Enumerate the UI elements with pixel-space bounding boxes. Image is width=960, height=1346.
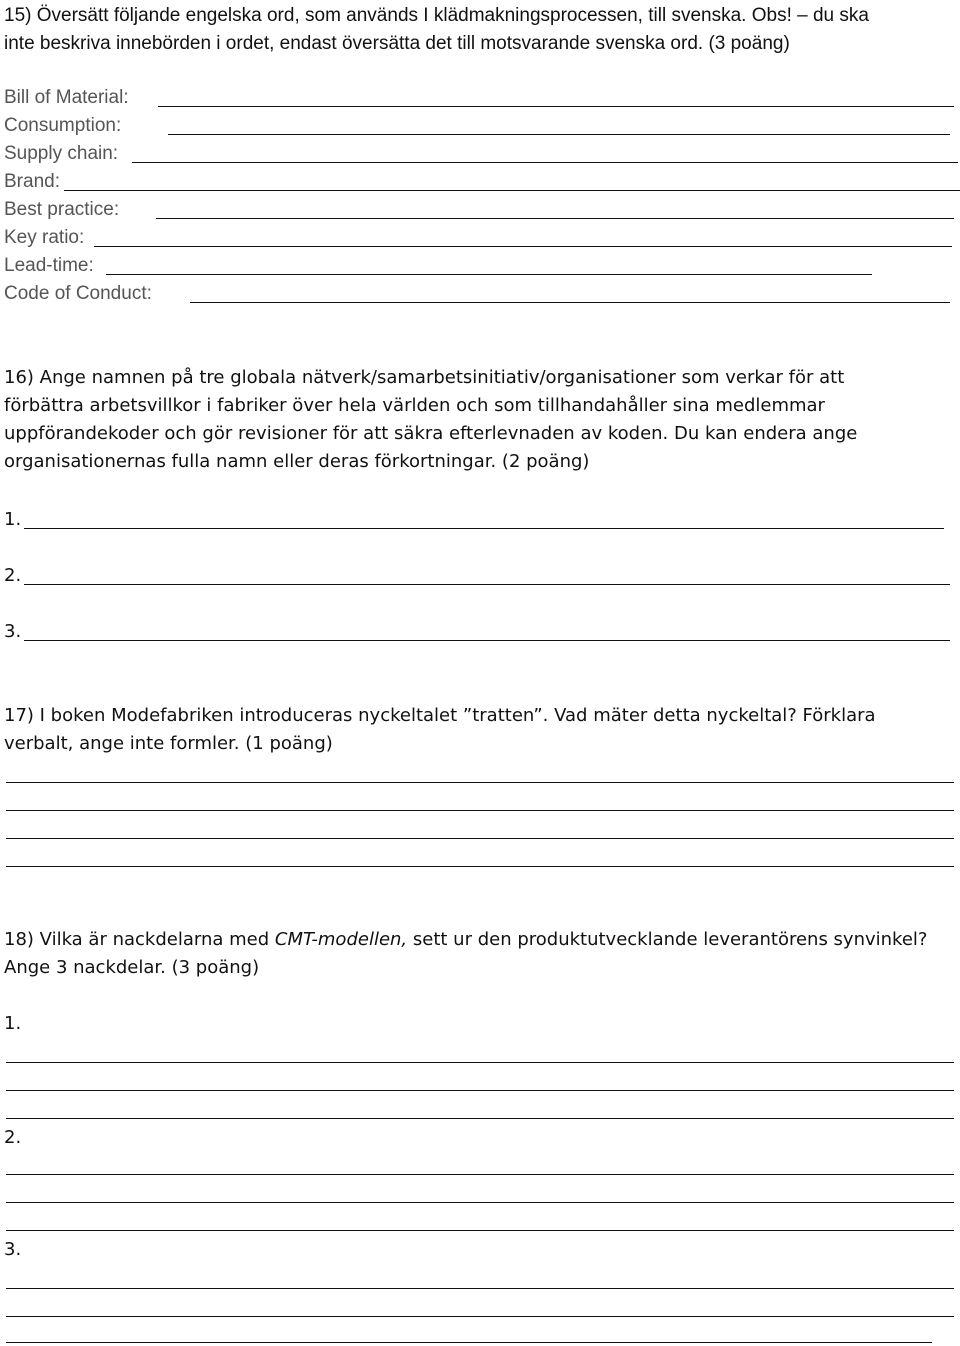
answer-line[interactable] (158, 106, 954, 107)
answer-line[interactable] (6, 838, 954, 839)
q16-question-line: förbättra arbetsvillkor i fabriker över hela världen och som tillhandahåller sina medlemmar (4, 395, 825, 416)
q18-answer-number: 3. (4, 1239, 22, 1260)
answer-line[interactable] (6, 1202, 954, 1203)
answer-line[interactable] (6, 1090, 954, 1091)
q15-term-label: Code of Conduct: (4, 283, 152, 304)
answer-line[interactable] (6, 782, 954, 783)
answer-line[interactable] (64, 190, 960, 191)
q18-prefix: 18) Vilka är nackdelarna med (4, 929, 275, 950)
answer-line[interactable] (6, 1342, 932, 1343)
answer-line[interactable] (156, 218, 954, 219)
answer-line[interactable] (6, 1230, 954, 1231)
q16-answer-number: 2. (4, 565, 22, 586)
q18-suffix: sett ur den produktutvecklande leverantörens synvinkel? (407, 929, 928, 950)
q15-term-label: Lead-time: (4, 255, 94, 276)
answer-line[interactable] (6, 1288, 954, 1289)
q15-instruction-line-2: inte beskriva innebörden i ordet, endast översätta det till motsvarande svenska ord. (3 poäng) (4, 33, 790, 54)
answer-line[interactable] (6, 810, 954, 811)
answer-line[interactable] (24, 528, 944, 529)
q15-term-row (4, 168, 60, 196)
answer-line[interactable] (190, 302, 950, 303)
q15-term-row (4, 224, 84, 252)
answer-line[interactable] (24, 584, 950, 585)
q18-question-line (4, 926, 927, 954)
answer-line[interactable] (94, 246, 952, 247)
q16-question-line: uppförandekoder och gör revisioner för att säkra efterlevnaden av koden. Du kan endera ange (4, 423, 858, 444)
q15-instruction-line-1: 15) Översätt följande engelska ord, som används I klädmakningsprocessen, till svenska. Obs! – du ska (4, 5, 869, 26)
q15-term-row (4, 84, 129, 112)
q16-answer-number: 3. (4, 621, 22, 642)
answer-line[interactable] (106, 274, 872, 275)
q15-term-label: Supply chain: (4, 143, 119, 164)
q15-term-row (4, 112, 121, 140)
answer-line[interactable] (6, 1118, 954, 1119)
answer-line[interactable] (6, 1316, 954, 1317)
q16-question-line: organisationernas fulla namn eller deras förkortningar. (2 poäng) (4, 451, 590, 472)
q18-question-line: Ange 3 nackdelar. (3 poäng) (4, 957, 260, 978)
q15-term-label: Brand: (4, 171, 60, 192)
q16-answer-number: 1. (4, 509, 22, 530)
q15-term-label: Consumption: (4, 115, 122, 136)
q17-question-line: verbalt, ange inte formler. (1 poäng) (4, 733, 333, 754)
answer-line[interactable] (6, 1174, 954, 1175)
answer-line[interactable] (6, 1062, 954, 1063)
q17-question-line: 17) I boken Modefabriken introduceras nyckeltalet ”tratten”. Vad mäter detta nyckeltal? Förklara (4, 705, 876, 726)
q15-term-label: Key ratio: (4, 227, 85, 248)
answer-line[interactable] (6, 866, 954, 867)
q15-term-row (4, 280, 152, 308)
q15-term-label: Best practice: (4, 199, 120, 220)
answer-line[interactable] (168, 134, 950, 135)
q18-answer-number: 2. (4, 1127, 22, 1148)
q18-model-name: CMT-modellen, (274, 929, 408, 950)
answer-line[interactable] (132, 162, 958, 163)
q15-term-row (4, 140, 118, 168)
q15-term-label: Bill of Material: (4, 87, 129, 108)
answer-line[interactable] (24, 640, 950, 641)
q15-term-row (4, 196, 119, 224)
q15-term-row (4, 252, 94, 280)
q18-answer-number: 1. (4, 1013, 22, 1034)
q16-question-line: 16) Ange namnen på tre globala nätverk/samarbetsinitiativ/organisationer som verkar för att (4, 367, 845, 388)
